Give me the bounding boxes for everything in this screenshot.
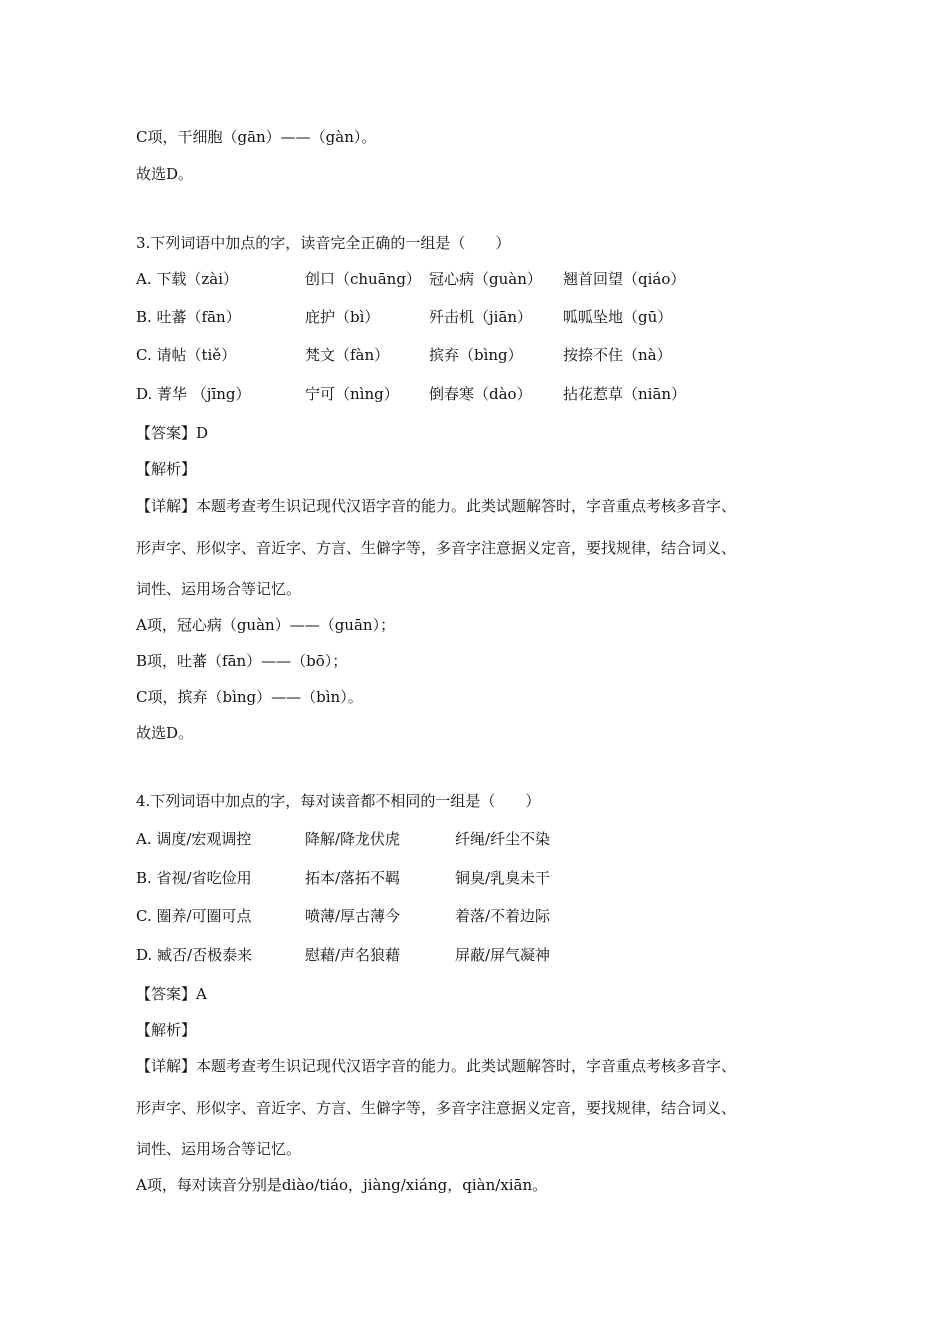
q3-option-a-2: 创口（chuāng） [305,270,421,288]
q4-option-d-2: 慰藉/声名狼藉 [305,946,401,964]
q3-option-c-4: 按捺不住（nà） [563,346,672,364]
q3-option-b-2: 庇护（bì） [305,308,380,326]
q4-detail-line-1: 【详解】本题考查考生识记现代汉语字音的能力。此类试题解答时，字音重点考核多音字、 [136,1057,737,1075]
q3-b-item: B项，吐蕃（fān）——（bō）； [136,652,348,670]
q3-detail-line-1: 【详解】本题考查考生识记现代汉语字音的能力。此类试题解答时，字音重点考核多音字、 [136,497,737,515]
q3-option-a-3: 冠心病（guàn） [429,270,542,288]
q4-detail-line-2: 形声字、形似字、音近字、方言、生僻字等，多音字注意据义定音，要找规律，结合词义、 [136,1099,737,1117]
q3-option-a-4: 翘首回望（qiáo） [563,270,686,288]
q3-option-c-3: 摈弃（bìng） [429,346,523,364]
q3-option-c-2: 梵文（fàn） [305,346,390,364]
q3-analysis: 【解析】 [136,460,197,478]
q4-analysis: 【解析】 [136,1021,197,1039]
q4-stem: 4.下列词语中加点的字，每对读音都不相同的一组是（ ） [136,792,541,810]
q4-option-b-1: B. 省视/省吃俭用 [136,869,252,887]
q3-detail-line-2: 形声字、形似字、音近字、方言、生僻字等，多音字注意据义定音，要找规律，结合词义、 [136,539,737,557]
q4-option-a-3: 纤绳/纤尘不染 [455,830,551,848]
q3-detail-line-3: 词性、运用场合等记忆。 [136,580,302,598]
q4-option-d-3: 屏蔽/屏气凝神 [455,946,551,964]
q4-detail-line-3: 词性、运用场合等记忆。 [136,1140,302,1158]
q4-option-c-1: C. 圈养/可圈可点 [136,907,252,925]
q3-option-d-3: 倒春寒（dào） [429,385,532,403]
q4-option-b-2: 拓本/落拓不羁 [305,869,401,887]
prev-choose: 故选D。 [136,165,194,183]
q4-option-c-3: 着落/不着边际 [455,907,551,925]
q3-c-item: C项，摈弃（bìng）——（bìn）。 [136,688,363,706]
q3-a-item: A项，冠心病（guàn）——（guān）； [136,616,396,634]
q3-option-d-1: D. 菁华 （jīng） [136,385,251,403]
q3-option-a-1: A. 下载（zài） [136,270,239,288]
q4-option-d-1: D. 臧否/否极泰来 [136,946,253,964]
q3-option-b-3: 歼击机（jiān） [429,308,533,326]
q3-stem: 3.下列词语中加点的字，读音完全正确的一组是（ ） [136,234,511,252]
q3-option-d-4: 拈花惹草（niān） [563,385,687,403]
q3-option-b-4: 呱呱坠地（gū） [563,308,673,326]
q3-choose: 故选D。 [136,724,194,742]
q3-option-b-1: B. 吐蕃（fān） [136,308,241,326]
q4-answer: 【答案】A [136,985,207,1003]
q4-option-b-3: 铜臭/乳臭未干 [455,869,551,887]
q4-option-a-2: 降解/降龙伏虎 [305,830,401,848]
q4-option-c-2: 喷薄/厚古薄今 [305,907,401,925]
q3-option-c-1: C. 请帖（tiě） [136,346,237,364]
prev-c-item: C项，干细胞（gān）——（gàn）。 [136,128,377,146]
q4-option-a-1: A. 调度/宏观调控 [136,830,252,848]
q3-answer: 【答案】D [136,424,209,442]
q3-option-d-2: 宁可（nìng） [305,385,399,403]
q4-a-item: A项，每对读音分别是diào/tiáo，jiàng/xiáng，qiàn/xiān。 [136,1176,548,1194]
